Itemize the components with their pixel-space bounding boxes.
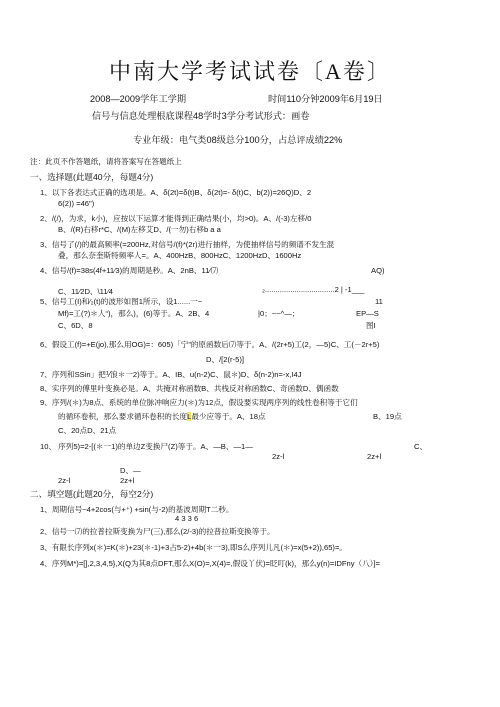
question-9-text-2: 最少应等于。A、18点 [191, 412, 266, 421]
section1-heading: 一、选择题(此题40分，每题4分) [30, 172, 154, 182]
figure-axis-bottom: |0；~~^—； [258, 309, 300, 318]
question-10-denominator-1: 2z-l [272, 452, 285, 461]
exam-title: 中南大学考试试卷〔A卷〕 [109, 59, 391, 84]
question-7: 7、序列和SSin」把⅟浪＊一2)等于。A、IB、u(n-2)C、鼠＊)D、δ(n-2)n=-x,I4J [40, 370, 302, 379]
question-5: 5、信号工(I)和⁄₂(t)的波形如图1所示，设1......一~ [40, 297, 203, 306]
question-9-options: C、20点D、21点 [58, 426, 117, 435]
figure-label-top: AQ) [371, 266, 385, 275]
question-2: 2、/(/)，为求，k小)，应按以下运算才能得到正确结果(小，均>0)。A、/(-3)左移/0 [40, 214, 312, 223]
question-3-cont: 叠，那么奈奎斯特频率人=。A、400HzB、800HzC、1200HzD、1600Hz [58, 251, 302, 260]
figure-axis-top: ₂.................................2 | -1___ [262, 285, 365, 294]
major-info: 专业年级：电气类08级总分100分，占总评成绩22% [133, 135, 343, 145]
highlight-mark: L [187, 412, 192, 421]
question-5-cont: Mf)=工(?)＊人“)，那么)，(6)等于。A、2B、4 [58, 309, 210, 318]
question-10-option-c: C、 [414, 442, 428, 451]
fill-question-3: 3、有限长序列x(＊)=K(＊)+23(＊-1)+3占5-2)+4b(＊一3),即S么序列儿凡(＊)=x(5+2)),65)=。 [40, 543, 347, 552]
figure-caption: 图I [366, 321, 376, 330]
fill-question-4: 4、序列M*)=[],2,3,4,5},X(Q为其8点DFT,那么X(O)=,X(4)=,假设丫伏)=眨叮(k)，那么y(n)=IDFny（八）]= [40, 559, 381, 568]
fill-question-1-sub: 4 3 3 6 [175, 514, 199, 523]
exam-note: 注：此页不作答题纸，请将答案写在答题纸上 [30, 157, 182, 166]
question-4-cont: C、11⁄2D、\11⁄4 [58, 287, 114, 296]
question-10-denominator-3: 2z-l [58, 476, 71, 485]
fill-question-1: 1、周期信号~4+2cos(与+⁺) +sin(与-2)的基波周期T二秒。 [40, 505, 234, 514]
figure-tick-top: 11 [375, 297, 383, 306]
section2-heading: 二、填空题(此题20分，每空2分) [30, 489, 154, 499]
figure-label-bottom: EP—S [356, 309, 379, 318]
question-1-cont: 6(2)) =46") [58, 199, 95, 208]
fill-question-2: 2、信号一⑺的拉普拉斯变换为尸(三),那么(2/-3)的拉普拉斯变换等于。 [40, 527, 275, 536]
question-6-cont: D、/[2(r-5)] [206, 355, 244, 364]
exam-time: 时间110分钟2009年6月19日 [268, 94, 383, 104]
question-5-options: C、6D、8 [58, 321, 93, 330]
question-9-cont [58, 412, 266, 421]
question-10-denominator-2: 2z+l [367, 452, 382, 461]
question-10-denominator-4: 2z+l [120, 476, 135, 485]
question-6: 6、假设工(f)=+E(jo),那么用OG)=：605)「宁”的原函数后⑺等于。A、/(2r+5)工(2，—5)C、工(－2r+5) [40, 340, 380, 349]
question-9-text: 的循环卷积，那么要求循环卷积的长度 [58, 412, 188, 421]
question-1: 1、以下各表达式正确的选项是。A、δ(2t)=δ(t)B、δ(2t)=- δ(t)C、b(2))=26Q)D、2 [40, 188, 312, 197]
course-info: 信号与信息处理根底课程48学时3学分考试形式：画卷 [92, 111, 310, 121]
question-8: 8、实序列的傅里叶变换必是。A、共掩对称函数B、共栈反对称函数C、奇函数D、偶函数 [40, 384, 339, 393]
question-9-option-b: B、19点 [373, 412, 402, 421]
academic-year: 2008—2009学年工学期 [90, 94, 187, 104]
question-3: 3、信号了(/)的最高频率(=200Hz,对信号/(f)*(2r)进行抽样，为使抽样信号的频谱不发生混 [40, 240, 335, 249]
question-10-option-d: D、— [120, 466, 141, 475]
question-2-cont: B、/(R)右移r*C、/(M)左移艾D、/(一勿)右移b a a [58, 225, 221, 234]
question-4: 4、信号/(f)=38s(4f+11⁄3)的周期是秒。A、2nB、11⁄⑺ [40, 266, 219, 275]
question-9: 9、序列/(＊)为8点、系统的单位脉冲响应力(＊)为12点，假设要实现两序列的线性卷积等于它们 [40, 398, 358, 407]
question-10: 10、 序列5)=2-[(＊一1)的单边Z变换尸(Z)等于。A、—B、—1— [40, 442, 253, 451]
